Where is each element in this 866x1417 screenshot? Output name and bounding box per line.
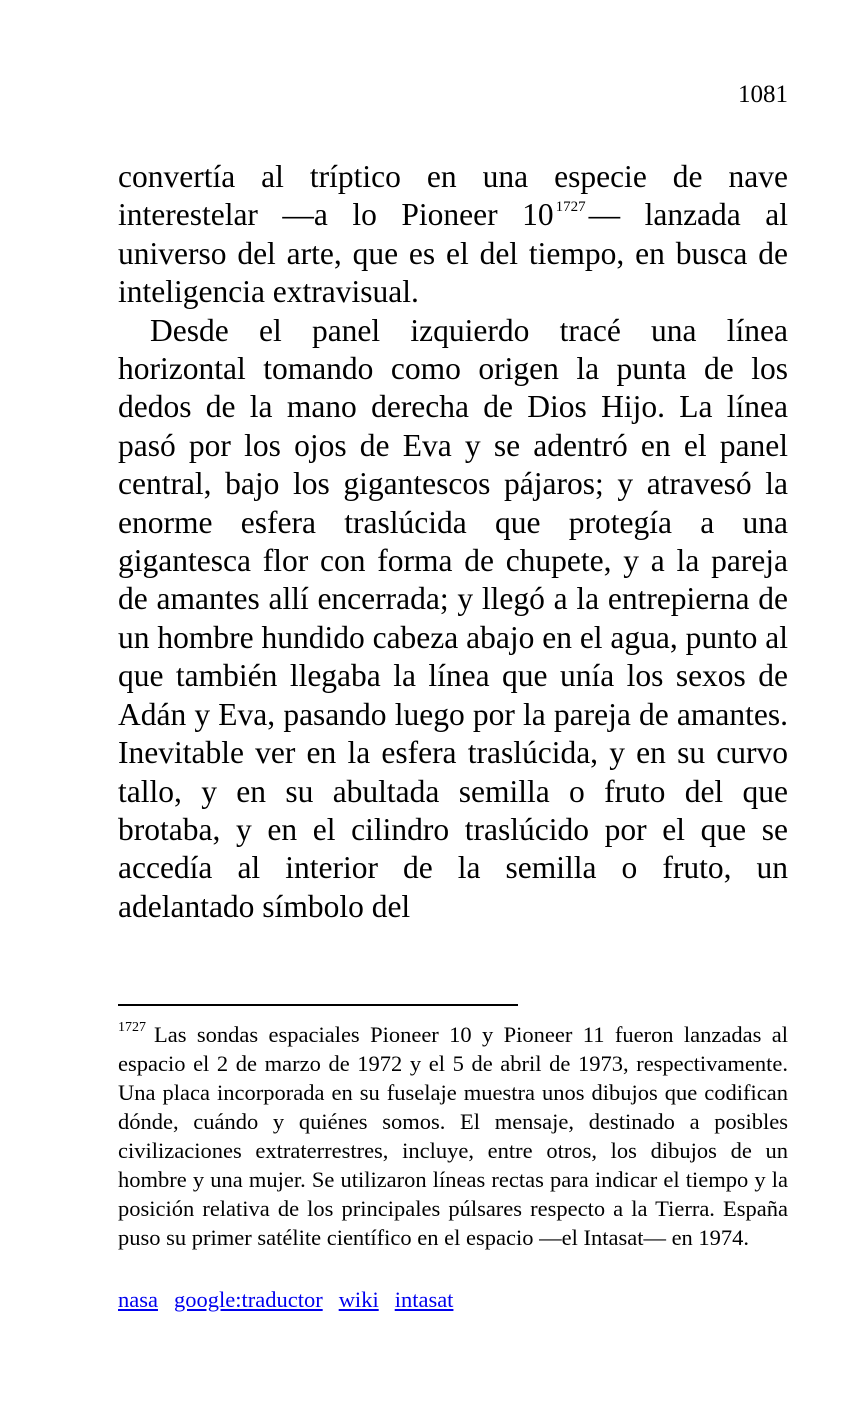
link-nasa[interactable]: nasa [118,1287,158,1312]
page-number: 1081 [738,81,788,108]
link-google-traductor[interactable]: google:traductor [173,1287,323,1312]
footnote-paragraph [118,1020,788,1252]
footnote-text: Las sondas espaciales Pioneer 10 y Pioneer 11 fueron lanzadas al espacio el 2 de marzo de 1972 y el 5 de abril de 1973, respectivamente. Una placa incorporada en su fuselaje muestra unos dibujos que codifican dónde, cuándo y quiénes somos. El mensaje, destinado a posibles civilizaciones extraterrestres, incluye, entre otros, los dibujos de un hombre y una mujer. Se utilizaron líneas rectas para indicar el tiempo y la posición relativa de los principales púlsares respecto a la Tierra. España puso su primer satélite científico en el espacio —el Intasat— en 1974. [118,1022,788,1250]
body-text [118,158,788,926]
paragraph-1 [118,158,788,312]
footnote-reference[interactable]: 1727 [555,199,586,216]
footnote-links [118,1285,469,1314]
paragraph-2: Desde el panel izquierdo tracé una línea horizontal tomando como origen la punta de los dedos de la mano derecha de Dios Hijo. La línea pasó por los ojos de Eva y se adentró en el panel central, bajo los gigantescos pájaros; y atravesó la enorme esfera traslúcida que protegía a una gigantesca flor con forma de chupete, y a la pareja de amantes allí encerrada; y llegó a la entrepierna de un hombre hundido cabeza abajo en el agua, punto al que también llegaba la línea que unía los sexos de Adán y Eva, pasando luego por la pareja de amantes. Inevitable ver en la esfera traslúcida, y en su curvo tallo, y en su abultada semilla o fruto del que brotaba, y en el cilindro traslúcido por el que se accedía al interior de la semilla o fruto, un adelantado símbolo del [118,312,789,924]
link-wiki[interactable]: wiki [338,1287,379,1312]
link-intasat[interactable]: intasat [394,1287,454,1312]
footnote [118,1020,788,1252]
footnote-number: 1727 [118,1020,146,1035]
paragraph-1-text-b: — lanzada al universo del arte, que es el del tiempo, en busca de inteligencia extravisual. [118,197,788,310]
footnote-separator [118,1004,518,1006]
paragraph-1-text-a: convertía al tríptico en una especie de nave interestelar —a lo Pioneer 10 [118,159,788,233]
